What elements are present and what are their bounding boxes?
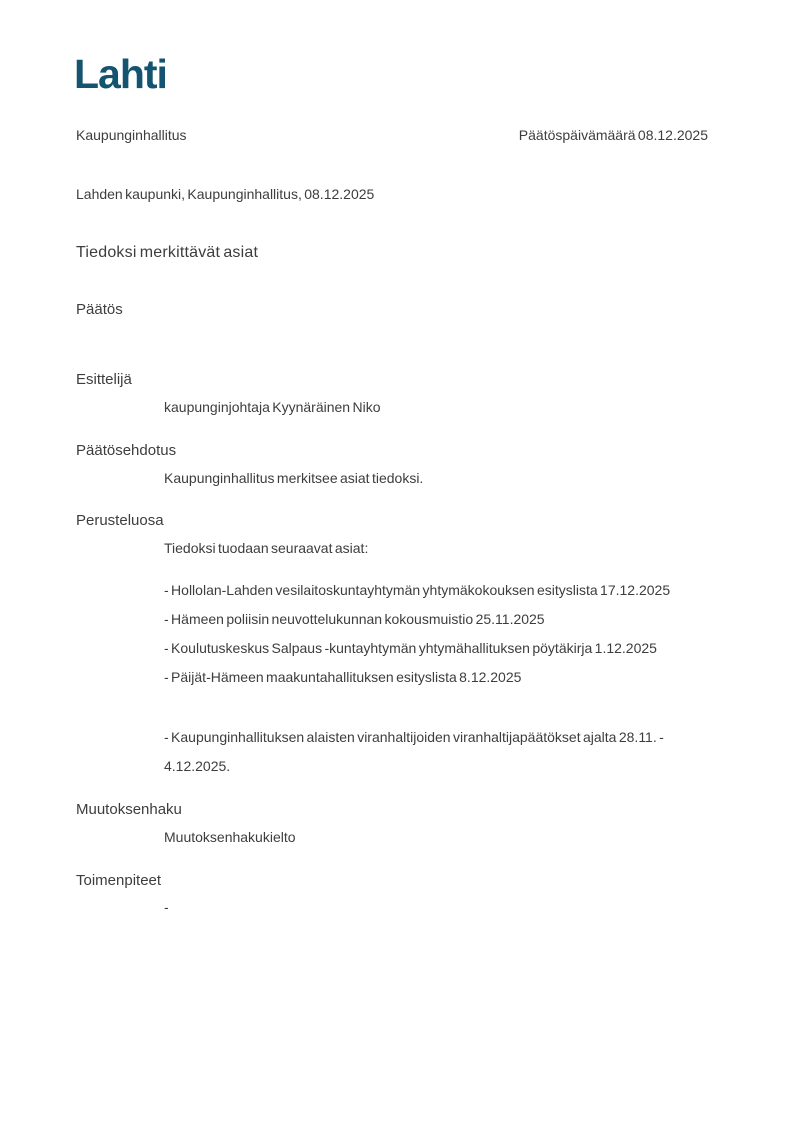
section-heading-paatos: Päätös: [76, 301, 123, 318]
section-heading-esittelija: Esittelijä: [76, 371, 132, 388]
header-decision-date: Päätöspäivämäärä 08.12.2025: [518, 127, 708, 143]
section-heading-perusteluosa: Perusteluosa: [76, 512, 164, 529]
esittelija-value: kaupunginjohtaja Kyynäräinen Niko: [164, 399, 381, 415]
perusteluosa-item-list: [164, 576, 670, 692]
paatosehdotus-value: Kaupunginhallitus merkitsee asiat tiedoksi.: [164, 470, 424, 486]
toimenpiteet-value: -: [164, 899, 169, 915]
list-item: - Koulutuskeskus Salpaus -kuntayhtymän yhtymähallituksen pöytäkirja 1.12.2025: [164, 640, 657, 656]
section-heading-toimenpiteet: Toimenpiteet: [76, 872, 162, 889]
muutoksenhaku-value: Muutoksenhakukielto: [164, 829, 296, 845]
document-header: [76, 127, 708, 143]
perusteluosa-intro: Tiedoksi tuodaan seuraavat asiat:: [164, 540, 369, 556]
list-item: - Hämeen poliisin neuvottelukunnan kokousmuistio 25.11.2025: [164, 611, 545, 627]
section-heading-paatosehdotus: Päätösehdotus: [76, 442, 177, 459]
header-organization: Kaupunginhallitus: [76, 127, 187, 143]
list-item: - Päijät-Hämeen maakuntahallituksen esityslista 8.12.2025: [164, 669, 522, 685]
meta-line: Lahden kaupunki, Kaupunginhallitus, 08.12.2025: [76, 186, 375, 202]
lahti-logo: Lahti: [74, 51, 167, 97]
list-item: - Hollolan-Lahden vesilaitoskuntayhtymän yhtymäkokouksen esityslista 17.12.2025: [164, 582, 671, 598]
section-heading-muutoksenhaku: Muutoksenhaku: [76, 801, 182, 818]
perusteluosa-final-item: - Kaupunginhallituksen alaisten viranhaltijoiden viranhaltijapäätökset ajalta 28.11. - 4.12.2025.: [164, 729, 664, 774]
document-title: Tiedoksi merkittävät asiat: [76, 244, 259, 261]
